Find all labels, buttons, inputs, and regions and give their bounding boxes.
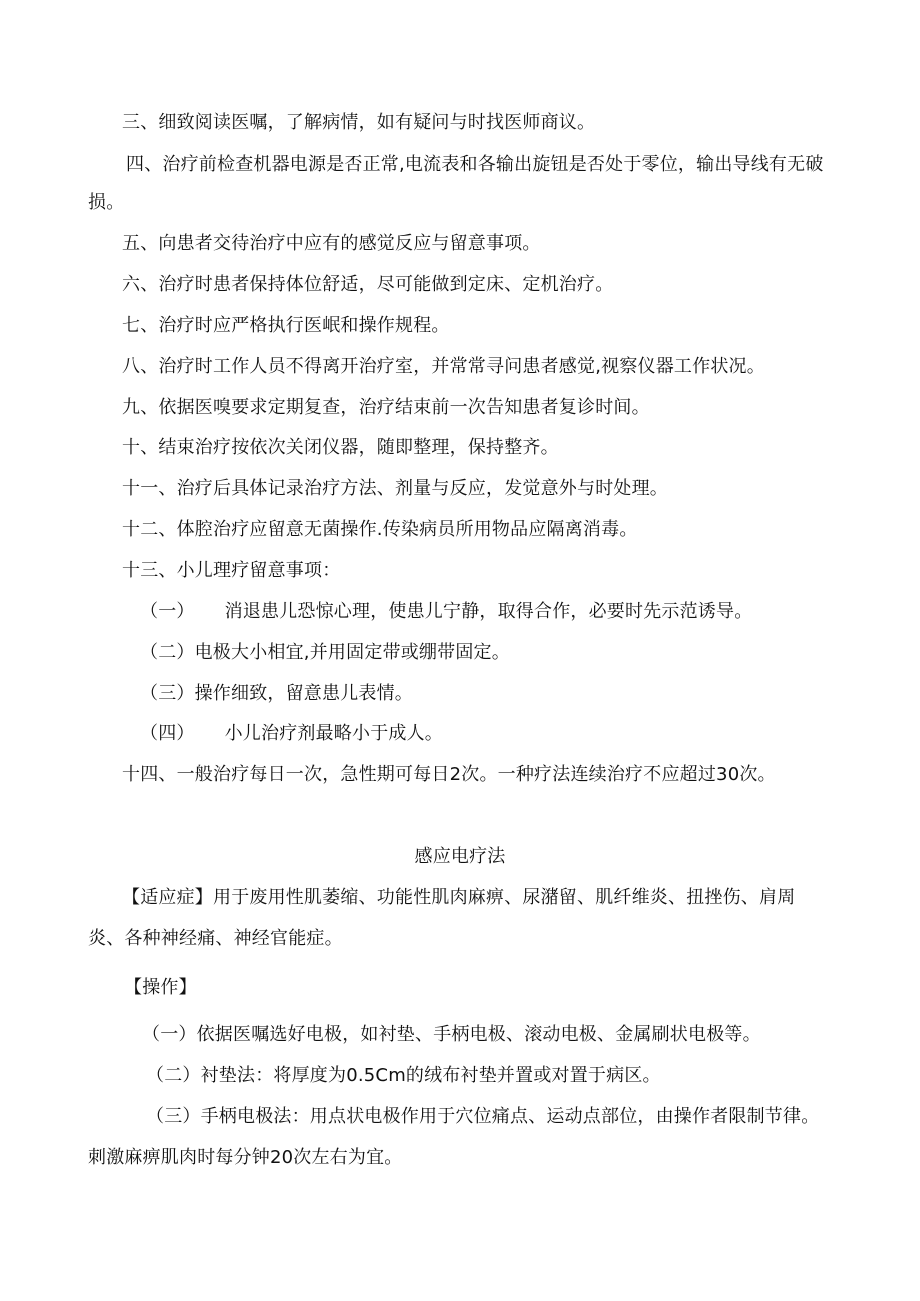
operation-step-3-line-1: （三）手柄电极法：用点状电极作用于穴位痛点、运动点部位，由操作者限制节律。 <box>146 1106 820 1127</box>
section-title: 感应电疗法 <box>414 846 506 867</box>
item-8: 八、治疗时工作人员不得离开治疗室，并常常寻问患者感觉,视察仪器工作状况。 <box>122 356 765 377</box>
sub-item-1 <box>140 600 752 624</box>
sub-item-1-text: 消退患儿恐惊心理，使患儿宁静，取得合作，必要时先示范诱导。 <box>224 601 753 622</box>
item-11: 十一、治疗后具体记录治疗方法、剂量与反应，发觉意外与时处理。 <box>122 478 668 499</box>
sub-item-4-label: （四） <box>140 723 195 744</box>
indications-line-2: 炎、各种神经痛、神经官能症。 <box>88 928 343 949</box>
operation-step-1: （一）依据医嘱选好电极，如衬垫、手柄电极、滚动电极、金属刷状电极等。 <box>142 1024 761 1045</box>
item-7: 七、治疗时应严格执行医岷和操作规程。 <box>122 315 450 336</box>
item-3: 三、细致阅读医嘱，了解病情，如有疑问与时找医师商议。 <box>122 112 596 133</box>
item-4-line-2: 损。 <box>88 192 125 213</box>
item-10: 十、结束治疗按依次关闭仪器，随即整理，保持整齐。 <box>122 437 559 458</box>
item-5: 五、向患者交待治疗中应有的感觉反应与留意事项。 <box>122 233 541 254</box>
item-13: 十三、小儿理疗留意事项： <box>122 560 341 581</box>
item-9: 九、依据医嗅要求定期复查，治疗结束前一次告知患者复诊时间。 <box>122 397 650 418</box>
item-4-line-1: 四、治疗前检查机器电源是否正常,电流表和各输出旋钮是否处于零位，输出导线有无破 <box>126 154 824 175</box>
item-6: 六、治疗时患者保持体位舒适，尽可能做到定床、定机治疗。 <box>122 274 614 295</box>
operation-step-3-line-2: 刺激麻痹肌肉时每分钟20次左右为宜。 <box>88 1147 403 1168</box>
sub-item-3: （三）操作细致，留意患儿表情。 <box>140 683 413 704</box>
operation-step-2: （二）衬垫法：将厚度为0.5Cm的绒布衬垫并置或对置于病区。 <box>146 1065 661 1086</box>
operation-heading: 【操作】 <box>124 977 197 998</box>
sub-item-4-text: 小儿治疗剂最略小于成人。 <box>224 723 444 744</box>
sub-item-1-label: （一） <box>140 601 195 622</box>
item-14: 十四、一般治疗每日一次，急性期可每日2次。一种疗法连续治疗不应超过30次。 <box>122 764 776 785</box>
sub-item-4 <box>140 722 443 746</box>
indications-line-1: 【适应症】用于废用性肌萎缩、功能性肌肉麻痹、尿潴留、肌纤维炎、扭挫伤、肩周 <box>122 887 796 908</box>
item-12: 十二、体腔治疗应留意无菌操作.传染病员所用物品应隔离消毒。 <box>122 519 638 540</box>
sub-item-2: （二）电极大小相宜,并用固定带或绷带固定。 <box>140 642 510 663</box>
